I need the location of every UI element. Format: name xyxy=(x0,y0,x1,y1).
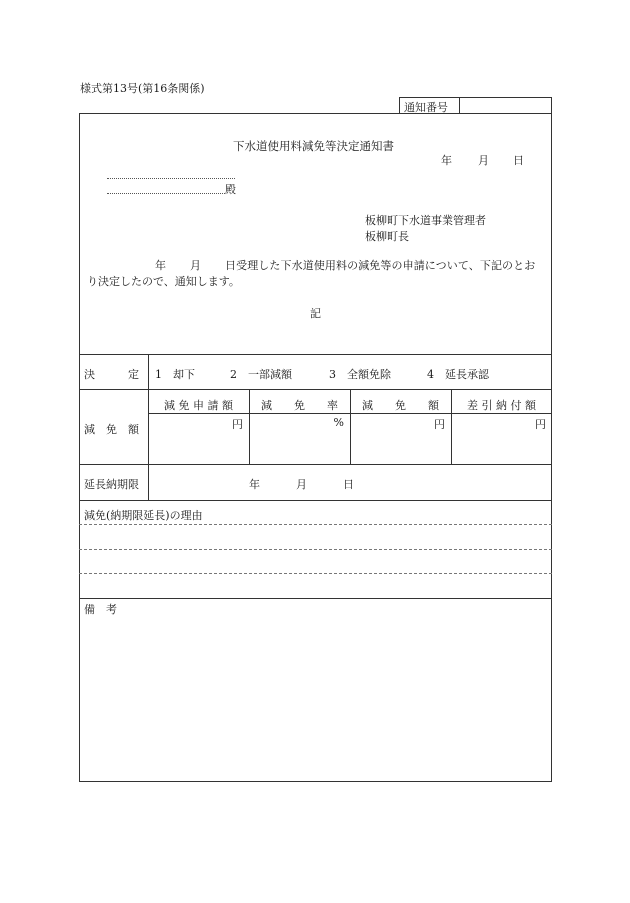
decision-option-4[interactable]: 4 延長承認 xyxy=(427,368,489,381)
reason-line-3[interactable] xyxy=(79,573,552,574)
date-month: 月 xyxy=(478,154,489,167)
reduction-rate-cell[interactable] xyxy=(250,432,349,462)
body-text-line-2: り決定したので、通知します。 xyxy=(87,275,240,288)
body-month: 月 xyxy=(190,259,201,272)
addressee-suffix: 殿 xyxy=(225,183,236,196)
notice-number-label: 通知番号 xyxy=(404,101,448,114)
date-year: 年 xyxy=(441,154,452,167)
addressee-line-2[interactable] xyxy=(107,193,225,194)
document-title: 下水道使用料減免等決定通知書 xyxy=(233,139,394,153)
deadline-day: 日 xyxy=(343,478,354,491)
unit-percent: % xyxy=(333,416,344,429)
ki-label: 記 xyxy=(310,307,321,320)
decision-option-2[interactable]: 2 一部減額 xyxy=(230,368,292,381)
unit-yen-2: 円 xyxy=(434,418,445,431)
net-payment-cell[interactable] xyxy=(452,432,551,462)
deadline-label: 延長納期限 xyxy=(84,478,139,491)
header-application-amount: 減 免 申 請 額 xyxy=(164,399,233,412)
date-day: 日 xyxy=(513,154,524,167)
decision-option-3[interactable]: 3 全額免除 xyxy=(329,368,391,381)
issuer-line-1: 板柳町下水道事業管理者 xyxy=(365,214,486,227)
decision-label: 決 定 xyxy=(84,368,139,381)
reason-label: 減免(納期限延長)の理由 xyxy=(84,509,203,522)
addressee-line-1[interactable] xyxy=(107,178,235,179)
issuer-line-2: 板柳町長 xyxy=(365,230,409,243)
reason-line-1[interactable] xyxy=(79,524,552,525)
reduction-amount-cell[interactable] xyxy=(351,432,450,462)
remarks-area[interactable] xyxy=(80,618,550,780)
header-reduction-amount: 減 免 額 xyxy=(362,399,439,412)
body-text-line-1: 日受理した下水道使用料の減免等の申請について、下記のとお xyxy=(225,259,536,272)
header-reduction-rate: 減 免 率 xyxy=(261,399,338,412)
application-amount-cell[interactable] xyxy=(149,432,248,462)
unit-yen-3: 円 xyxy=(535,418,546,431)
reason-line-2[interactable] xyxy=(79,549,552,550)
unit-yen-1: 円 xyxy=(232,418,243,431)
decision-option-1[interactable]: 1 却下 xyxy=(155,368,195,381)
deadline-month: 月 xyxy=(296,478,307,491)
reduction-label: 減 免 額 xyxy=(84,423,139,436)
deadline-year: 年 xyxy=(249,478,260,491)
form-number-label: 様式第13号(第16条関係) xyxy=(80,82,205,95)
body-year: 年 xyxy=(155,259,166,272)
header-net-payment: 差 引 納 付 額 xyxy=(467,399,536,412)
remarks-label: 備 考 xyxy=(84,603,117,616)
